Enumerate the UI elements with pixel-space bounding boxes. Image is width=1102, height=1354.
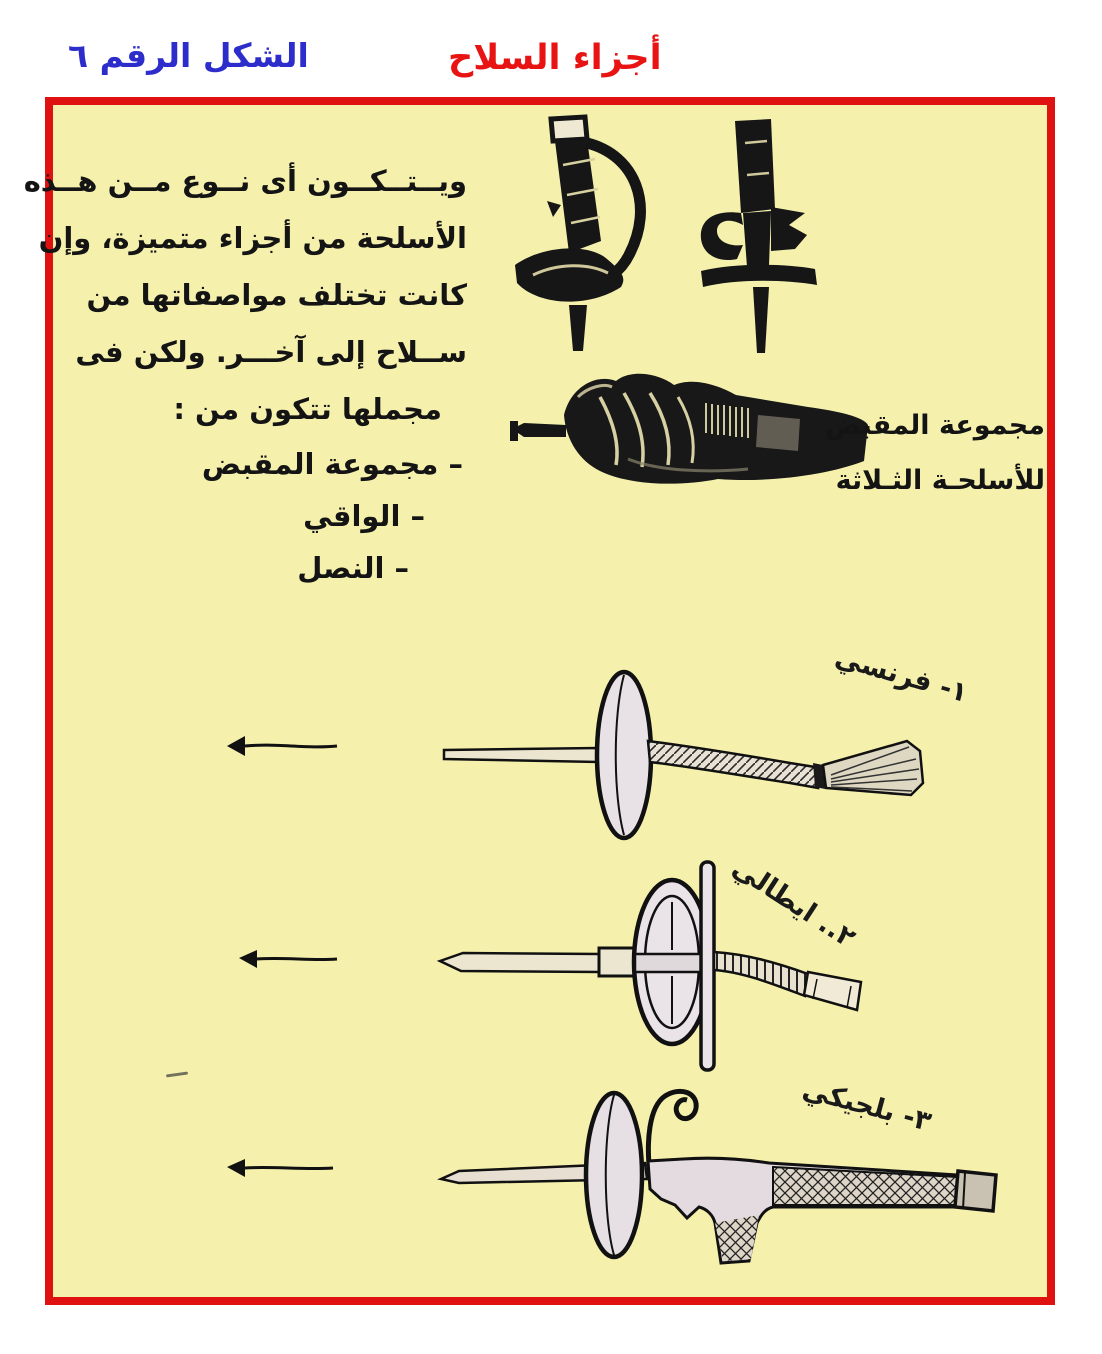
figure-number-label: الشكل الرقم ٦ [68,36,309,75]
bullet-grip-group: – مجموعة المقبض [201,447,463,481]
french-grip-weapon-illustration [215,655,945,855]
stray-print-mark [166,1071,188,1077]
sabre-grip [515,117,640,351]
blade-tip-detail [239,950,337,968]
paragraph-line: ســلاح إلى آخـــر. ولكن فى [75,335,467,369]
weapon-label-italian: ٢.. ايطالي [726,852,861,955]
paragraph-line: الأسلحة من أجزاء متميزة، وإن [38,221,467,255]
figure-panel [23,97,1055,1305]
cross-quillon-grip [701,119,817,353]
grip-group-caption [824,398,1045,508]
paragraph-line: مجملها تتكون من : [173,392,442,426]
page-title: أجزاء السلاح [448,38,662,78]
blade-tip-detail [227,1159,333,1177]
bullet-guard: – الواقي [303,499,425,533]
weapon-label-french: ١- فرنسي [831,641,972,710]
sabre-guard-grip-illustration [503,113,833,358]
body-paragraph [23,153,467,594]
paragraph-line: كانت تختلف مواصفاتها من [86,278,467,312]
grip-caption-line2: للأسلحـة الثـلاثة [835,465,1045,496]
grip-caption-line1: مجموعة المقبض [824,410,1045,441]
bullet-blade: – النصل [297,551,409,585]
blade-tip-detail [227,736,337,756]
paragraph-line: ويــتــكــون أى نــوع مــن هــذه [23,164,467,198]
weapon-label-belgian: ٣- بلجيكي [799,1073,935,1138]
